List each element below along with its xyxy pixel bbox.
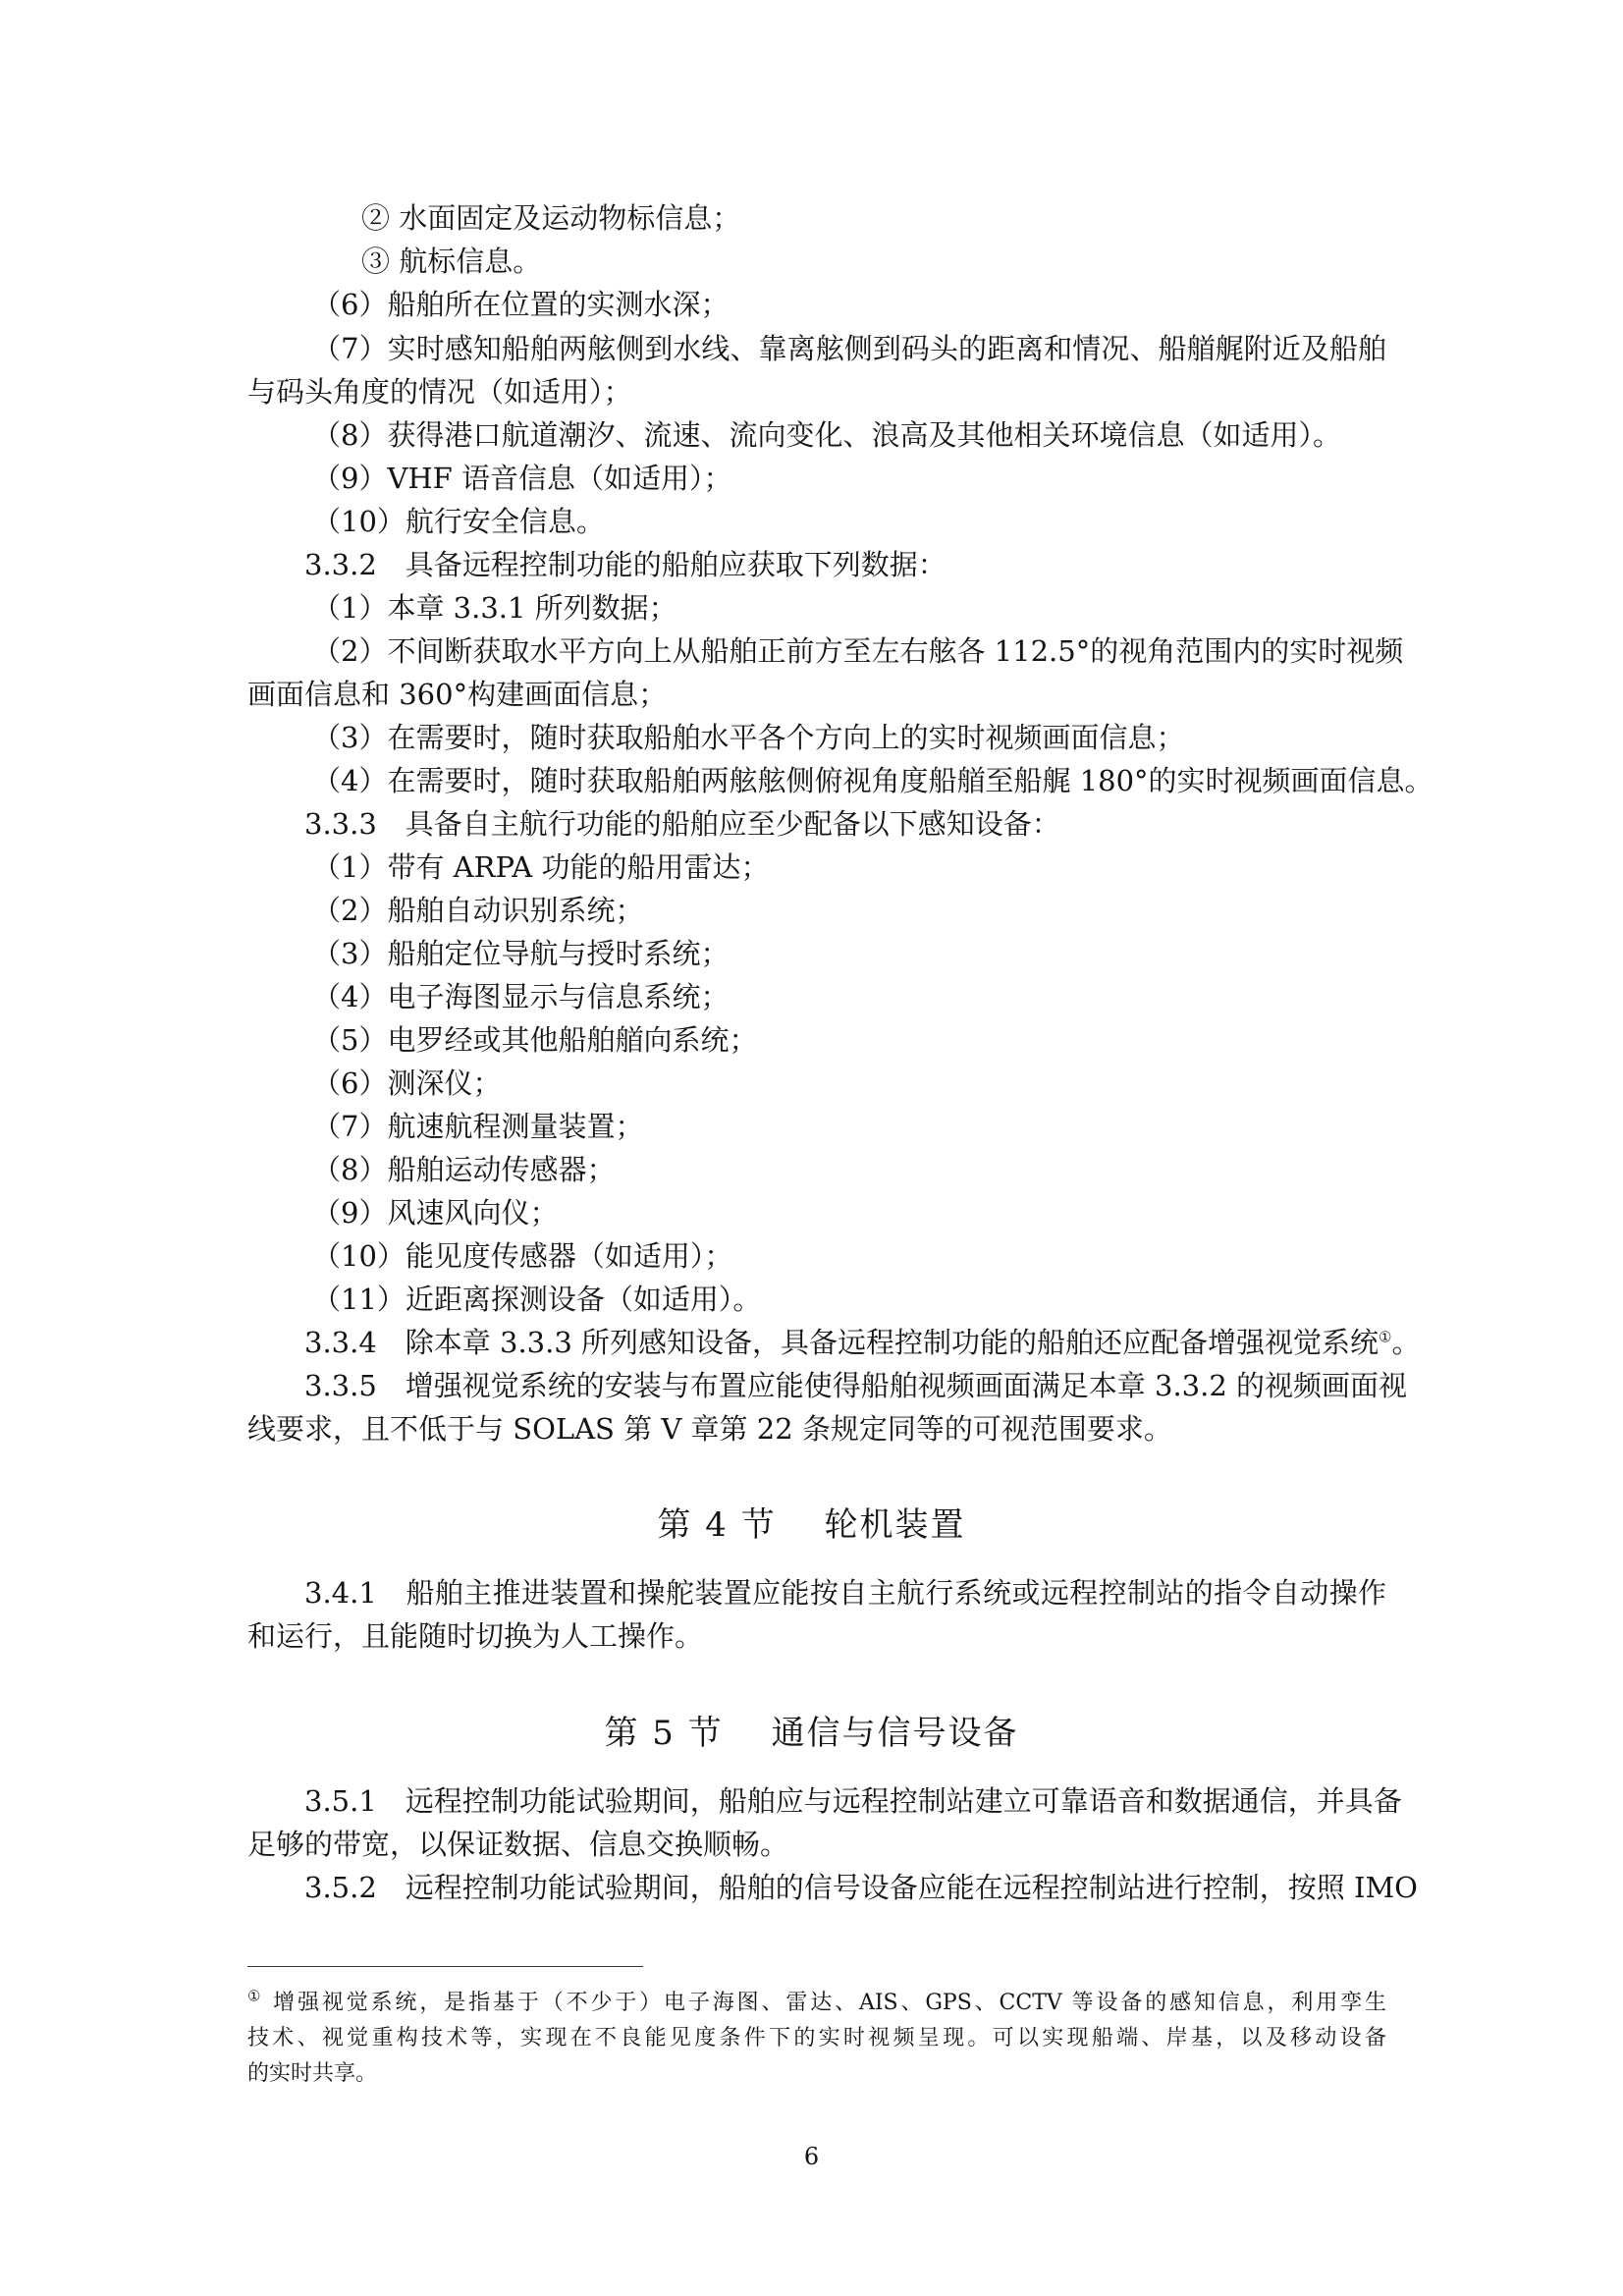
footnote-line (247, 1986, 1386, 2021)
clause-3-3-5: 3.3.5 增强视觉系统的安装与布置应能使得船舶视频画面满足本章 3.3.2 的视频画面视 (304, 1369, 1408, 1402)
list-item: （4）电子海图显示与信息系统； (312, 980, 730, 1013)
footnote-text: 增强视觉系统，是指基于（不少于）电子海图、雷达、AIS、GPS、CCTV 等设备的感知信息，利用孪生 (263, 1991, 1386, 2015)
list-item: （8）获得港口航道潮汐、流速、流向变化、浪高及其他相关环境信息（如适用）。 (312, 418, 1341, 452)
list-item: （11）近距离探测设备（如适用）。 (312, 1283, 762, 1316)
clause-3-3-4 (304, 1321, 1420, 1364)
heading-text: 第 4 节 轮机装置 (657, 1505, 966, 1545)
list-item: （10）航行安全信息。 (312, 505, 605, 538)
list-item: ③ 航标信息。 (361, 245, 542, 278)
list-item: （6）船舶所在位置的实测水深； (312, 288, 730, 321)
clause-continuation: 足够的带宽，以保证数据、信息交换顺畅。 (247, 1828, 789, 1861)
clause-text: 3.3.4 除本章 3.3.3 所列感知设备，具备远程控制功能的船舶还应配备增强视觉系统 (304, 1326, 1380, 1359)
list-item: （1）本章 3.3.1 所列数据； (312, 591, 677, 625)
clause-3-3-2: 3.3.2 具备远程控制功能的船舶应获取下列数据： (304, 548, 947, 581)
footnote-mark: ① (247, 1987, 264, 2005)
page-number: 6 (803, 2143, 820, 2170)
clause-end: 。 (1391, 1326, 1421, 1359)
list-item-continuation: 与码头角度的情况（如适用）； (247, 375, 632, 409)
list-item: （9）VHF 语音信息（如适用）； (312, 462, 732, 495)
list-item: ② 水面固定及运动物标信息； (361, 201, 741, 235)
list-item: （8）船舶运动传感器； (312, 1153, 616, 1186)
list-item-continuation: 画面信息和 360°构建画面信息； (247, 678, 668, 711)
clause-continuation: 线要求，且不低于与 SOLAS 第 V 章第 22 条规定同等的可视范围要求。 (247, 1412, 1172, 1446)
clause-3-3-3: 3.3.3 具备自主航行功能的船舶应至少配备以下感知设备： (304, 807, 1060, 841)
footnote-line: 技术、视觉重构技术等，实现在不良能见度条件下的实时视频呈现。可以实现船端、岸基，以及移动设备 (247, 2026, 1386, 2050)
section-heading-5 (0, 1709, 1623, 1758)
footnote-divider (247, 1966, 643, 1967)
list-item: （2）船舶自动识别系统； (312, 894, 644, 927)
list-item: （3）在需要时，随时获取船舶水平各个方向上的实时视频画面信息； (312, 721, 1185, 754)
list-item: （10）能见度传感器（如适用）； (312, 1239, 733, 1273)
list-item: （3）船舶定位导航与授时系统； (312, 937, 730, 970)
list-item: （9）风速风向仪； (312, 1196, 559, 1230)
list-item: （4）在需要时，随时获取船舶两舷舷侧俯视角度船艏至船艉 180°的实时视频画面信息。 (312, 764, 1434, 797)
clause-3-4-1: 3.4.1 船舶主推进装置和操舵装置应能按自主航行系统或远程控制站的指令自动操作 (304, 1576, 1386, 1610)
footnote-line: 的实时共享。 (247, 2061, 378, 2086)
clause-3-5-2: 3.5.2 远程控制功能试验期间，船舶的信号设备应能在远程控制站进行控制，按照 IMO (304, 1871, 1418, 1904)
heading-text: 第 5 节 通信与信号设备 (604, 1714, 1019, 1753)
list-item: （5）电罗经或其他船舶艏向系统； (312, 1023, 758, 1057)
list-item: （7）航速航程测量装置； (312, 1110, 644, 1143)
list-item: （6）测深仪； (312, 1066, 502, 1100)
list-item: （1）带有 ARPA 功能的船用雷达； (312, 850, 770, 884)
footnote-reference: ① (1379, 1328, 1392, 1346)
list-item: （2）不间断获取水平方向上从船舶正前方至左右舷各 112.5°的视角范围内的实时视频 (312, 634, 1404, 668)
section-heading-4 (0, 1501, 1623, 1550)
clause-continuation: 和运行，且能随时切换为人工操作。 (247, 1619, 704, 1653)
list-item: （7）实时感知船舶两舷侧到水线、靠离舷侧到码头的距离和情况、船艏艉附近及船舶 (312, 332, 1386, 365)
clause-3-5-1: 3.5.1 远程控制功能试验期间，船舶应与远程控制站建立可靠语音和数据通信，并具备 (304, 1784, 1402, 1818)
